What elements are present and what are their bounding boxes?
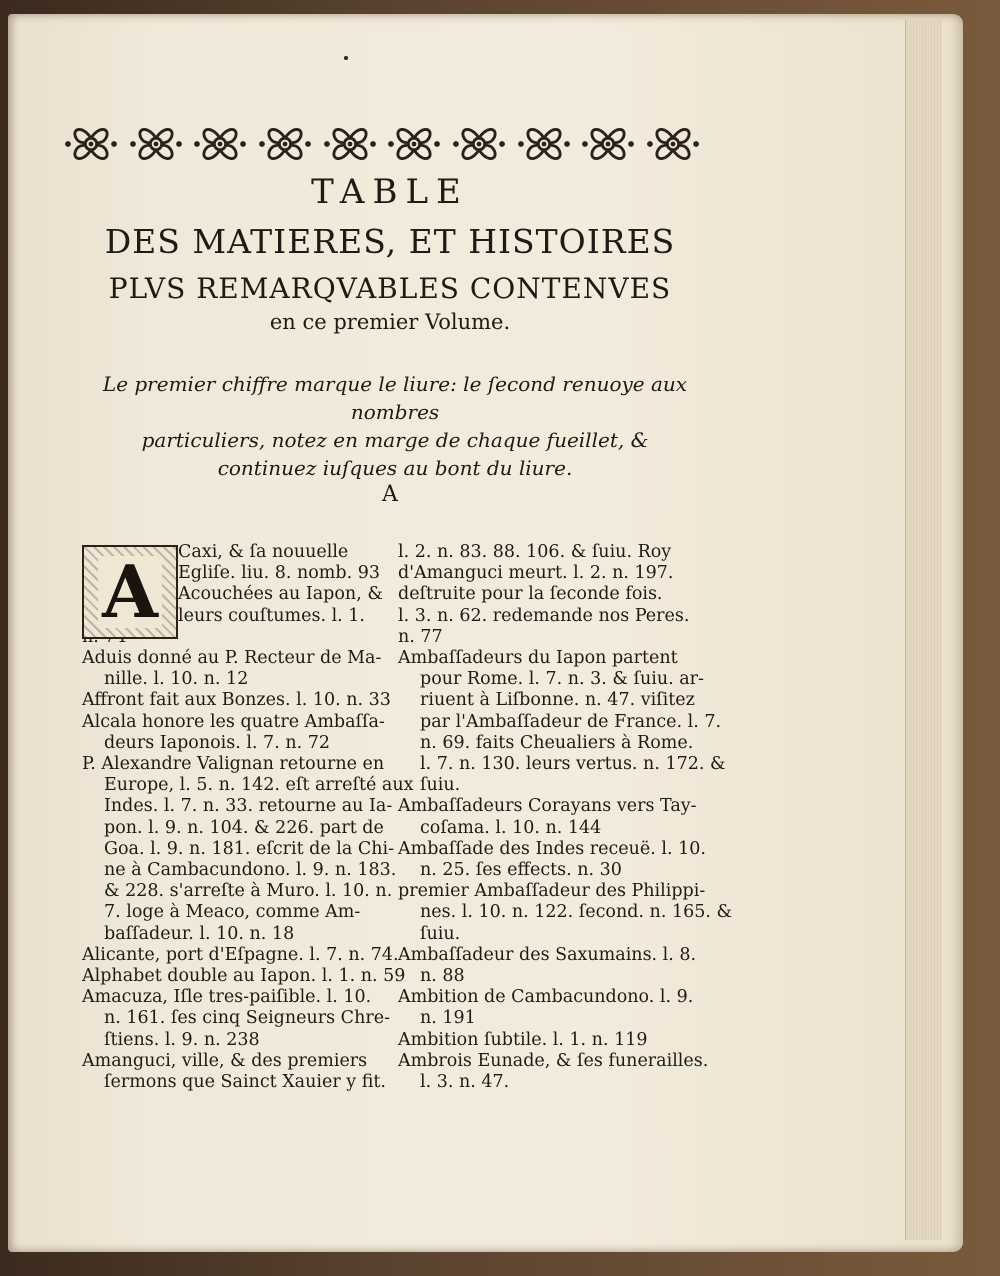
index-entry-line: Europe, l. 5. n. 142. eſt arreſté aux: [104, 775, 414, 796]
index-entry-line: Alphabet double au Iapon. l. 1. n. 59: [82, 966, 406, 987]
index-entry-line: d'Amanguci meurt. l. 2. n. 197.: [398, 563, 674, 584]
fleuron-icon: [385, 120, 443, 168]
fleuron-icon: [450, 120, 508, 168]
index-entry-line: l. 7. n. 130. leurs vertus. n. 172. &: [420, 754, 726, 775]
fleuron-icon: [579, 120, 637, 168]
explanatory-note: [70, 370, 720, 482]
index-entry-line: Caxi, & ſa nouuelle: [178, 542, 349, 562]
index-entry-line: Ambaſſadeurs Corayans vers Tay-: [398, 796, 697, 817]
note-line: Le premier chiffre marque le liure: le ſecond renuoye aux nombres: [102, 372, 688, 424]
decorated-initial: [82, 545, 178, 639]
index-entry-line: l. 3. n. 47.: [420, 1072, 510, 1093]
index-entry-line: P. Alexandre Valignan retourne en: [82, 754, 385, 775]
index-entry-line: Amacuza, Iſle tres-paiſible. l. 10.: [82, 987, 372, 1008]
index-entry-line: ſtiens. l. 9. n. 238: [104, 1029, 260, 1050]
index-entry-line: deſtruite pour la ſeconde fois.: [398, 584, 663, 605]
index-entry-line: l. 3. n. 62. redemande nos Peres.: [398, 605, 690, 626]
index-entry-line: leurs couſtumes. l. 1.: [178, 605, 365, 626]
index-entry-line: n. 69. faits Cheualiers à Rome.: [420, 732, 694, 753]
index-entry-line: n. 161. ſes cinq Seigneurs Chre-: [104, 1008, 390, 1029]
index-entry-line: Ambition de Cambacundono. l. 9.: [398, 987, 694, 1008]
fleuron-icon: [256, 120, 314, 168]
note-line: continuez iuſques au bont du liure.: [217, 456, 573, 480]
index-entry-line: pour Rome. l. 7. n. 3. & ſuiu. ar-: [420, 669, 704, 690]
fleuron-icon: [191, 120, 249, 168]
fleuron-icon: [321, 120, 379, 168]
index-entry-line: Ambition ſubtile. l. 1. n. 119: [398, 1029, 648, 1050]
index-entry-line: Egliſe. liu. 8. nomb. 93: [178, 563, 380, 584]
index-entry-line: Ambaſſadeur des Saxumains. l. 8.: [398, 944, 697, 965]
index-entry-line: Indes. l. 7. n. 33. retourne au Ia-: [104, 796, 393, 817]
index-entry-line: par l'Ambaſſadeur de France. l. 7.: [420, 711, 722, 732]
index-entry-line: 7. loge à Meaco, comme Am-: [104, 902, 361, 923]
note-line: particuliers, notez en marge de chaque fueillet, &: [141, 428, 649, 452]
index-entry-line: nes. l. 10. n. 122. ſecond. n. 165. &: [420, 902, 733, 923]
fleuron-icon: [515, 120, 573, 168]
title-matieres: DES MATIERES, ET HISTOIRES: [104, 222, 676, 261]
index-entry-line: deurs Iaponois. l. 7. n. 72: [104, 732, 330, 753]
index-entry-line: n. 25. ſes effects. n. 30: [420, 860, 622, 881]
index-entry-line: premier Ambaſſadeur des Philippi-: [398, 881, 706, 902]
index-entry-line: ne à Cambacundono. l. 9. n. 183.: [104, 860, 397, 881]
fleuron-icon: [644, 120, 702, 168]
index-entry-line: nille. l. 10. n. 12: [104, 669, 249, 690]
index-entry-line: l. 2. n. 83. 88. 106. & ſuiu. Roy: [398, 542, 672, 562]
index-entry-line: Goa. l. 9. n. 181. eſcrit de la Chi-: [104, 838, 395, 859]
index-entry-line: ſuiu.: [420, 923, 461, 944]
index-entry-line: pon. l. 9. n. 104. & 226. part de: [104, 817, 384, 838]
fleuron-icon: [62, 120, 120, 168]
index-entry-line: Alicante, port d'Eſpagne. l. 7. n. 74.: [82, 944, 399, 965]
index-entry-line: Aduis donné au P. Recteur de Ma-: [82, 648, 382, 669]
index-entry-line: n. 77: [398, 626, 443, 647]
ink-mark: [344, 56, 348, 60]
index-column-right: [398, 542, 733, 1093]
index-entry-line: Affront fait aux Bonzes. l. 10. n. 33: [82, 690, 391, 711]
index-entry-line: ſermons que Sainct Xauier y fit.: [104, 1072, 386, 1093]
index-entry-line: coſama. l. 10. n. 144: [420, 817, 602, 838]
title-table: TABLE: [311, 172, 469, 212]
page-edges: [905, 20, 942, 1240]
index-entry-line: Ambaſſade des Indes receuë. l. 10.: [398, 838, 706, 859]
index-entry-line: n. 88: [420, 966, 465, 987]
index-entry-line: Alcala honore les quatre Ambaſſa-: [82, 711, 385, 732]
section-letter: A: [382, 482, 398, 507]
index-entry-line: n. 191: [420, 1008, 476, 1029]
index-entry-line: Amanguci, ville, & des premiers: [82, 1050, 368, 1071]
fleuron-ornament-band: [62, 118, 702, 170]
drop-cap-letter: A: [98, 556, 162, 628]
index-entry-line: Ambaſſadeurs du Iapon partent: [398, 648, 678, 669]
index-entry-line: ſuiu.: [420, 775, 461, 796]
index-entry-line: riuent à Liſbonne. n. 47. viſitez: [420, 690, 695, 711]
title-remarquables: PLVS REMARQVABLES CONTENVES: [108, 272, 672, 305]
index-entry-line: Ambrois Eunade, & ſes funerailles.: [398, 1050, 709, 1071]
index-entry-line: & 228. s'arreſte à Muro. l. 10. n.: [104, 881, 393, 902]
index-entry-line: Acouchées au Iapon, &: [178, 584, 383, 605]
index-entry-line: baſſadeur. l. 10. n. 18: [104, 923, 295, 944]
fleuron-icon: [127, 120, 185, 168]
title-volume: en ce premier Volume.: [269, 310, 511, 334]
